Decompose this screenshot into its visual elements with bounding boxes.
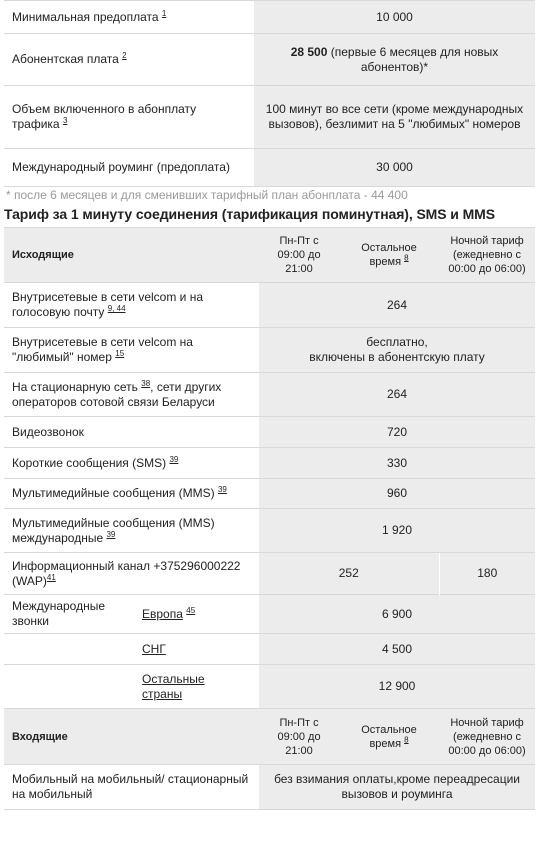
region-link[interactable]: Остальные страны <box>142 671 205 701</box>
table-row <box>4 86 535 149</box>
footnote-ref[interactable] <box>47 573 56 582</box>
col-other-time-header <box>339 709 439 765</box>
col-other-time-text: Остальное время <box>361 242 417 268</box>
row-label: Объем включенного в абонплату трафика <box>12 102 197 131</box>
footnote-link[interactable]: 39 <box>217 485 227 494</box>
footnote-ref[interactable] <box>63 116 67 125</box>
table-row <box>4 34 535 86</box>
region-cis[interactable] <box>136 634 259 665</box>
footnote-ref[interactable] <box>169 455 178 464</box>
wap-day-value: 252 <box>259 553 439 595</box>
footnote-ref[interactable] <box>186 606 195 615</box>
included-traffic-value: 100 минут во все сети (кроме международных вызовов), безлимит на 5 "любимых" номеров <box>254 86 535 149</box>
tariff-table <box>4 227 535 810</box>
min-prepay-label <box>4 1 254 34</box>
table-row <box>4 283 535 328</box>
footnote-ref[interactable] <box>108 304 126 313</box>
spacer-cell <box>4 634 136 665</box>
table-row <box>4 479 535 509</box>
footnote-ref[interactable] <box>141 379 150 388</box>
row-value: 1 920 <box>259 509 535 553</box>
col-other-time-text: Остальное время <box>361 723 417 750</box>
row-label: Мультимедийные сообщения (MMS) международные <box>12 515 215 545</box>
row-label-cell <box>4 328 259 373</box>
footnote-link[interactable]: 45 <box>186 605 196 615</box>
table-row <box>4 509 535 553</box>
row-value: бесплатно, включены в абонентскую плату <box>259 328 535 373</box>
footnote-link[interactable]: 8 <box>404 253 409 263</box>
region-europe[interactable] <box>136 595 259 634</box>
table-row <box>4 595 535 634</box>
table-row <box>4 448 535 479</box>
col-weekday-header: Пн-Пт с 09:00 до 21:00 <box>259 709 339 765</box>
fee-amount: 28 500 <box>290 44 328 59</box>
table-row <box>4 373 535 417</box>
row-label: Мультимедийные сообщения (MMS) <box>12 486 215 500</box>
footnote-ref[interactable] <box>404 735 408 744</box>
footnote-link[interactable]: 41 <box>46 572 56 582</box>
footnote-link[interactable]: 2 <box>122 51 127 60</box>
row-label-cell <box>4 448 259 479</box>
incoming-row-value: без взимания оплаты,кроме переадресации вызовов и роуминга <box>259 765 535 810</box>
col-weekday-header: Пн-Пт с 09:00 до 21:00 <box>259 228 339 283</box>
row-label: Абонентская плата <box>12 52 119 66</box>
table-row <box>4 417 535 448</box>
row-label: Информационный канал +375296000222 (WAP) <box>12 558 241 588</box>
region-other[interactable] <box>136 665 259 709</box>
footnote-ref[interactable] <box>218 485 227 494</box>
col-other-time-header <box>339 228 439 283</box>
row-label: Внутрисетевые в сети velcom и на голосовую почту <box>12 290 204 319</box>
row-label: Внутрисетевые в сети velcom на "любимый" номер <box>12 335 193 364</box>
region-link[interactable]: Европа <box>142 606 183 621</box>
tariff-heading: Тариф за 1 минуту соединения (тарификация поминутная), SMS и MMS <box>4 206 495 222</box>
col-night-header: Ночной тариф (ежедневно с 00:00 до 06:00) <box>439 228 535 283</box>
row-value: 330 <box>259 448 535 479</box>
footnote-ref[interactable] <box>162 9 166 18</box>
table-row <box>4 553 535 595</box>
row-value: 12 900 <box>259 665 535 709</box>
row-label-cell <box>4 283 259 328</box>
row-value: 960 <box>259 479 535 509</box>
fee-note: (первые 6 месяцев для новых абонентов)* <box>327 44 499 74</box>
row-label-tail: , сети других операторов сотовой связи Беларуси <box>12 379 222 409</box>
table-row <box>4 328 535 373</box>
footnote-ref[interactable] <box>122 51 126 60</box>
footnote-ref[interactable] <box>106 530 115 539</box>
table-row <box>4 665 535 709</box>
spacer-cell <box>4 665 136 709</box>
wap-night-value: 180 <box>439 553 535 595</box>
international-label: Международные звонки <box>4 595 136 634</box>
row-label: Короткие сообщения (SMS) <box>12 455 167 470</box>
footnote-link[interactable]: 3 <box>62 116 68 125</box>
incoming-header-row <box>4 709 535 765</box>
footnote-link[interactable]: 8 <box>404 734 409 744</box>
row-label-cell: Видеозвонок <box>4 417 259 448</box>
wap-label-cell <box>4 553 259 595</box>
footnote-ref[interactable] <box>404 253 408 262</box>
row-value: 6 900 <box>259 595 535 634</box>
fee-footnote: * после 6 месяцев и для сменивших тарифный план абонплата - 44 400 <box>6 188 408 202</box>
incoming-row-label: Мобильный на мобильный/ стационарный на мобильный <box>4 765 259 810</box>
included-traffic-label <box>4 86 254 149</box>
col-night-header: Ночной тариф (ежедневно с 00:00 до 06:00) <box>439 709 535 765</box>
outgoing-header-row <box>4 228 535 283</box>
min-prepay-value: 10 000 <box>254 1 535 34</box>
outgoing-header-label: Исходящие <box>4 228 259 283</box>
footnote-link[interactable]: 39 <box>106 529 116 539</box>
footnote-link[interactable]: 39 <box>169 454 179 464</box>
subscription-fee-value <box>254 34 535 86</box>
footnote-link[interactable]: 1 <box>161 8 167 18</box>
table-row <box>4 765 535 810</box>
row-label-cell <box>4 479 259 509</box>
row-value: 264 <box>259 283 535 328</box>
table-row <box>4 1 535 34</box>
table-row <box>4 149 535 187</box>
row-label: Минимальная предоплата <box>12 9 159 24</box>
summary-table <box>4 0 535 187</box>
roaming-value: 30 000 <box>254 149 535 187</box>
subscription-fee-label <box>4 34 254 86</box>
incoming-header-label: Входящие <box>4 709 259 765</box>
row-value: 4 500 <box>259 634 535 665</box>
footnote-link[interactable]: 9, 44 <box>107 304 126 313</box>
table-row <box>4 634 535 665</box>
footnote-link[interactable]: 15 <box>115 349 125 358</box>
row-value: 264 <box>259 373 535 417</box>
row-label: На стационарную сеть <box>12 379 138 394</box>
roaming-label: Международный роуминг (предоплата) <box>4 149 254 187</box>
row-value: 720 <box>259 417 535 448</box>
tariff-page <box>4 0 535 810</box>
row-label-cell <box>4 509 259 553</box>
footnote-link[interactable]: 38 <box>141 378 151 388</box>
row-label-cell <box>4 373 259 417</box>
region-link[interactable]: СНГ <box>142 641 166 656</box>
footnote-ref[interactable] <box>115 349 124 358</box>
